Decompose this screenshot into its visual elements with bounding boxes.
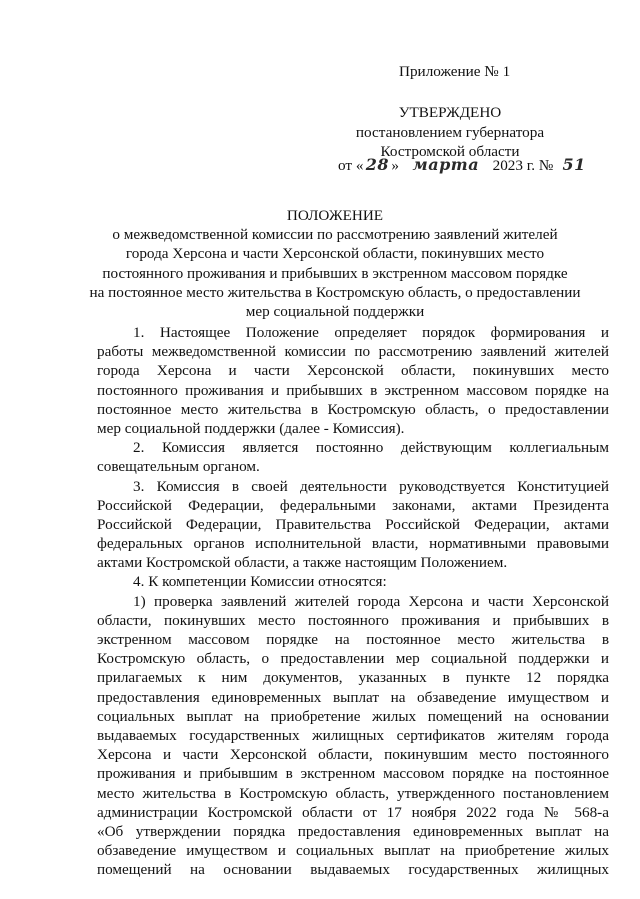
body-line: мер социальной поддержки (далее - Комиссия). — [97, 419, 405, 437]
paragraph-3 — [97, 477, 609, 573]
body-line: совещательным органом. — [97, 458, 260, 476]
approved-by-line-1: постановлением губернатора — [355, 123, 545, 141]
body-line: постоянное место жительства в Костромскую область, о предоставлении — [97, 400, 609, 418]
document-title — [80, 206, 590, 321]
body-line: 4. К компетенции Комиссии относятся: — [133, 573, 387, 591]
date-year: 2023 г. № — [492, 157, 554, 174]
body-line: Российской Федерации, Правительства Российской Федерации, актами — [97, 515, 609, 533]
paragraph-4-1 — [97, 592, 609, 880]
body-line: города Херсона и части Херсонской области, покинувших место — [97, 362, 609, 380]
body-line: 2. Комиссия является постоянно действующим коллегиальным — [133, 439, 609, 457]
approved-by-line-2: Костромской области — [380, 143, 520, 160]
date-prefix: от « — [338, 157, 364, 174]
body-line: области, покинувших место постоянного проживания и прибывших в — [97, 611, 609, 629]
title-heading: ПОЛОЖЕНИЕ — [286, 207, 384, 224]
body-line: 1) проверка заявлений жителей города Херсона и части Херсонской — [133, 592, 609, 610]
body-line: постоянного проживания и прибывших в экстренном массовом порядке на — [97, 381, 609, 399]
body-line: 3. Комиссия в своей деятельности руководствуется Конституцией — [133, 477, 609, 495]
title-line: мер социальной поддержки — [245, 302, 425, 320]
body-line: выдаваемых государственных жилищных сертификатов жителям города — [97, 726, 609, 744]
title-line: постоянного проживания и прибывших в экстренном массовом порядке — [102, 264, 568, 282]
body-line: Херсона и части Херсонской области, покинувшим место постоянного — [97, 746, 609, 764]
body-line: помещений на основании выдаваемых государственных жилищных — [97, 861, 609, 879]
paragraph-4 — [97, 572, 609, 591]
body-line: администрации Костромской области от 17 ноября 2022 года № 568-а — [97, 803, 609, 821]
approval-block — [300, 103, 600, 162]
approval-date-line — [338, 155, 591, 175]
body-line: предоставления единовременных выплат на обзаведение имуществом и — [97, 688, 609, 706]
paragraph-1 — [97, 323, 609, 438]
body-line: прилагаемых к ним документов, указанных в пункте 12 порядка — [97, 669, 609, 687]
date-quote-close: » — [391, 157, 400, 174]
attachment-label: Приложение № 1 — [399, 63, 511, 80]
title-line: города Херсона и части Херсонской области, покинувших место — [125, 245, 545, 263]
document-body — [97, 323, 609, 879]
body-line: актами Костромской области, а также настоящим Положением. — [97, 554, 508, 572]
title-line: о межведомственной комиссии по рассмотрению заявлений жителей — [112, 226, 558, 244]
body-line: обзаведение имуществом и социальных выплат на приобретение жилых — [97, 842, 609, 860]
body-line: экстренном массовом порядке на постоянное место жительства в — [97, 631, 609, 648]
handwritten-doc-number: 51 — [562, 155, 586, 174]
title-line: на постоянное место жительства в Костромскую область, о предоставлении — [89, 283, 581, 301]
handwritten-day: 28 — [365, 155, 390, 174]
body-line: «Об утверждении порядка предоставления единовременных выплат на — [97, 822, 609, 840]
body-line: работы межведомственной комиссии по рассмотрению заявлений жителей — [97, 343, 609, 361]
body-line: место жительства в Костромскую область, утвержденного постановлением — [97, 784, 609, 802]
body-line: проживания и прибывшим в экстренном массовом порядке на постоянное — [97, 765, 609, 783]
body-line: 1. Настоящее Положение определяет порядок формирования и — [133, 324, 609, 341]
body-line: Костромскую область, о предоставлении мер социальной поддержки и — [97, 650, 609, 668]
body-line: социальных выплат на приобретение жилых помещений на основании — [97, 707, 609, 725]
body-line: федеральных органов исполнительной власти, нормативными правовыми — [97, 535, 609, 553]
body-line: Российской Федерации, федеральными законами, актами Президента — [97, 496, 609, 514]
paragraph-2 — [97, 438, 609, 476]
approved-title: УТВЕРЖДЕНО — [398, 104, 502, 121]
handwritten-month: марта — [412, 155, 480, 174]
